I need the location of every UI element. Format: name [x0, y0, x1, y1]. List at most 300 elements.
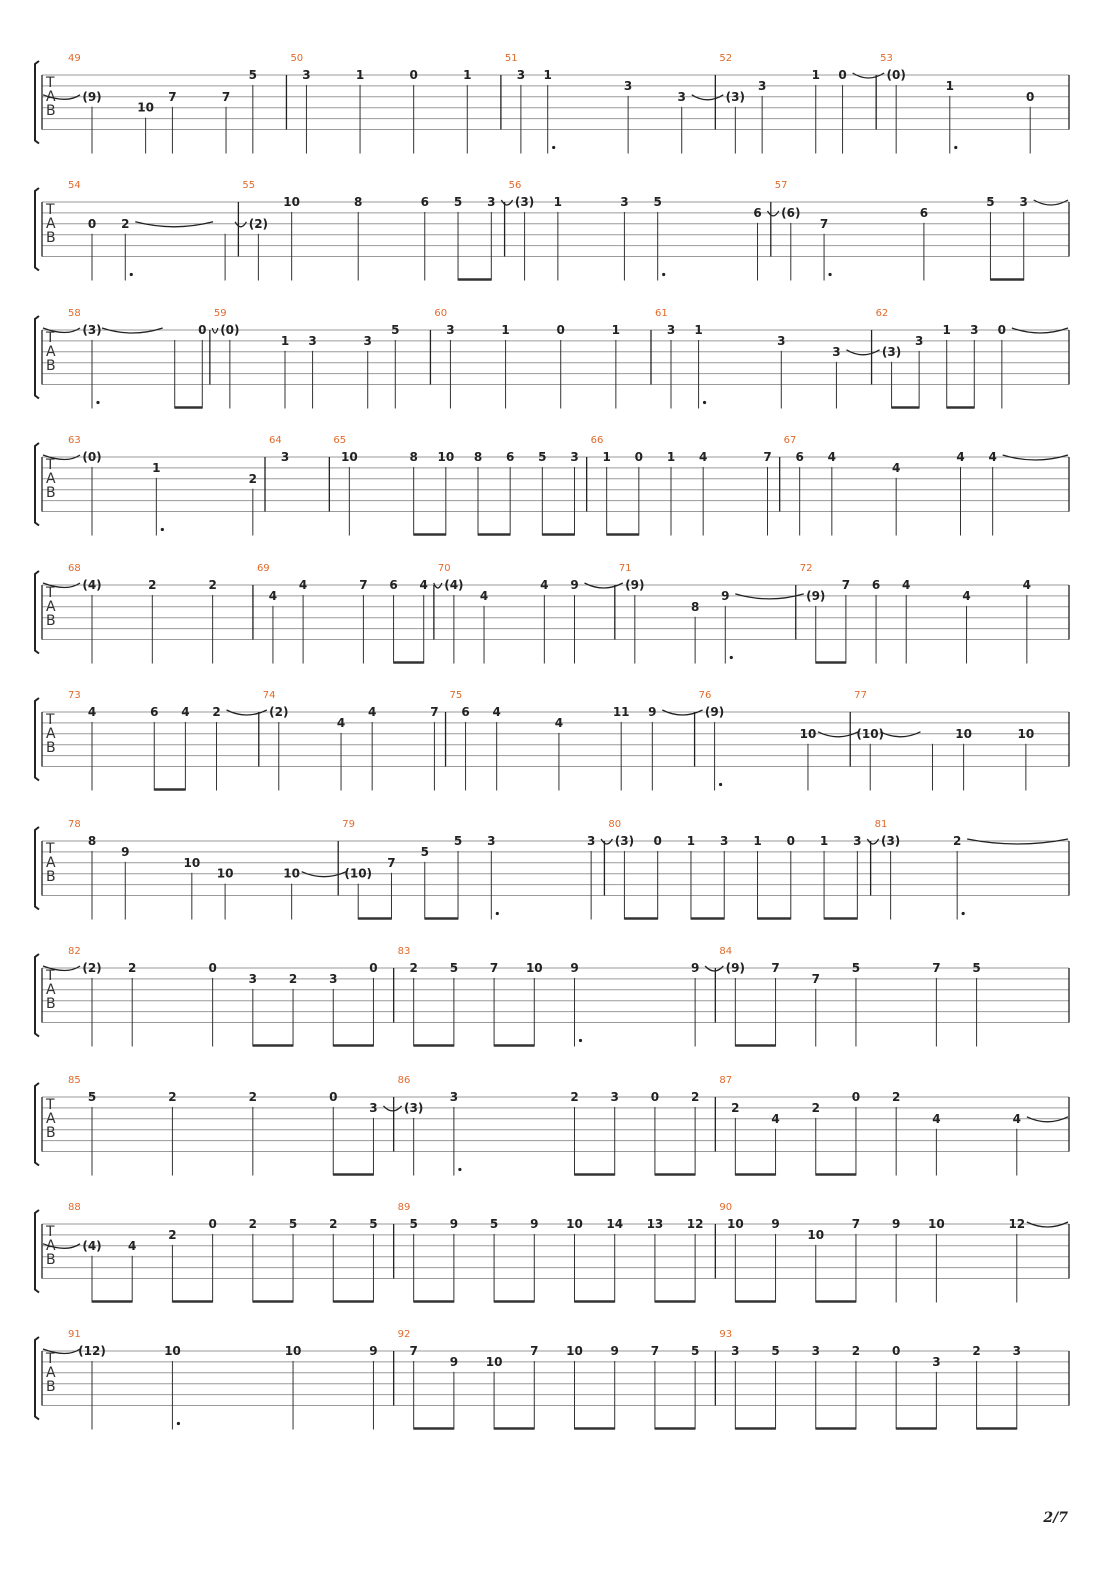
measure-number: 67: [783, 435, 797, 446]
fret-number: 0: [208, 1217, 217, 1231]
fret-number: 4: [479, 588, 489, 603]
fret-number: (4): [82, 578, 102, 592]
fret-number: 5: [409, 1217, 418, 1231]
fret-number: 0: [369, 961, 378, 975]
fret-number: 8: [473, 450, 483, 464]
rhythm-dot: [496, 912, 499, 915]
fret-number: 3: [363, 333, 372, 348]
measure-number: 57: [774, 180, 788, 191]
fret-number: 5: [538, 450, 547, 464]
fret-number: 14: [606, 1217, 624, 1231]
fret-number: 3: [666, 323, 676, 337]
fret-number: 1: [753, 834, 762, 848]
tab-clef-letter: T: [46, 712, 55, 728]
rhythm-dot: [730, 656, 733, 659]
fret-number: 3: [932, 1354, 941, 1369]
fret-number: 3: [302, 68, 311, 82]
tab-clef-letter: A: [46, 89, 56, 105]
fret-number: 0: [786, 834, 795, 848]
fret-number: 3: [446, 323, 455, 337]
fret-number: 0: [634, 450, 644, 464]
fret-number: 0: [329, 1090, 338, 1104]
fret-number: 1: [686, 834, 696, 848]
fret-number: 4: [87, 705, 97, 719]
fret-number: 4: [540, 578, 549, 592]
fret-number: 0: [891, 1344, 901, 1358]
tab-clef-letter: T: [46, 202, 55, 218]
measure-number: 86: [397, 1075, 411, 1086]
fret-number: 0: [650, 1090, 660, 1104]
fret-number: 9: [771, 1217, 780, 1231]
measure-number: 65: [333, 435, 347, 446]
fret-number: 4: [962, 588, 971, 603]
fret-number: 0: [409, 68, 418, 82]
fret-number: 4: [827, 450, 837, 464]
measure-number: 78: [68, 819, 81, 830]
measure-number: 90: [719, 1202, 733, 1213]
measure-number: 55: [242, 180, 256, 191]
fret-number: 1: [819, 834, 829, 848]
measure-number: 60: [434, 308, 448, 319]
system-bracket: [35, 188, 39, 271]
fret-number: 10: [566, 1344, 583, 1358]
rhythm-dot: [703, 401, 706, 404]
tab-clef-letter: A: [46, 1111, 56, 1127]
fret-number: 9: [648, 705, 657, 719]
fret-number: 4: [367, 705, 377, 719]
fret-number: 10: [799, 726, 817, 741]
fret-number: 7: [221, 89, 231, 104]
fret-number: 3: [1019, 195, 1028, 209]
measure-number: 58: [68, 308, 81, 319]
fret-number: 5: [248, 68, 258, 82]
measure-number: 91: [68, 1329, 81, 1340]
system-bracket: [35, 443, 39, 526]
fret-number: 0: [838, 68, 847, 82]
fret-number: 4: [419, 578, 428, 592]
fret-number: 4: [268, 588, 278, 603]
tab-clef-letter: A: [46, 471, 56, 487]
fret-number: 10: [1017, 726, 1035, 741]
tab-clef-letter: T: [46, 330, 55, 346]
fret-number: 4: [891, 460, 901, 475]
fret-number: 7: [819, 216, 829, 231]
fret-number: (3): [614, 834, 635, 848]
fret-number: (3): [514, 195, 535, 209]
rhythm-dot: [96, 401, 99, 404]
fret-number: 9: [369, 1344, 378, 1358]
fret-number: 2: [288, 971, 298, 986]
fret-number: 9: [570, 578, 579, 592]
fret-number: (3): [725, 89, 745, 104]
measure-number: 66: [590, 435, 604, 446]
fret-number: 5: [288, 1217, 298, 1231]
fret-number: 4: [902, 578, 911, 592]
measure-number: 81: [874, 819, 888, 830]
measure-number: 84: [719, 946, 733, 957]
measure-number: 73: [68, 690, 81, 701]
fret-number: 5: [986, 195, 995, 209]
fret-number: 3: [248, 971, 258, 986]
rhythm-dot: [161, 528, 164, 531]
measure-number: 52: [719, 53, 733, 64]
fret-number: 9: [891, 1217, 901, 1231]
tab-clef-letter: B: [46, 740, 56, 756]
tab-clef-letter: B: [46, 869, 56, 885]
measure-number: 89: [397, 1202, 411, 1213]
fret-number: 2: [731, 1100, 740, 1115]
measure-number: 64: [269, 435, 282, 446]
fret-number: 10: [726, 1217, 744, 1231]
tab-clef-letter: T: [46, 968, 55, 984]
measure-number: 74: [262, 690, 276, 701]
fret-number: 5: [87, 1090, 97, 1104]
tab-clef-letter: A: [46, 344, 56, 360]
fret-number: 0: [556, 323, 565, 337]
fret-number: 5: [972, 961, 981, 975]
tab-clef-letter: T: [46, 841, 55, 857]
measure-number: 87: [719, 1075, 733, 1086]
measure-number: 69: [256, 563, 270, 574]
fret-number: 2: [248, 1217, 258, 1231]
rhythm-dot: [177, 1422, 180, 1425]
fret-number: 10: [137, 100, 154, 115]
fret-number: 3: [308, 333, 317, 348]
fret-number: 3: [677, 89, 686, 104]
fret-number: 0: [198, 323, 207, 337]
fret-number: 7: [811, 971, 820, 986]
measure-number: 88: [68, 1202, 81, 1213]
measure-number: 62: [875, 308, 889, 319]
fret-number: 12: [1008, 1217, 1026, 1231]
system-bracket: [35, 316, 39, 399]
system-bracket: [35, 954, 39, 1037]
fret-number: 1: [602, 450, 611, 464]
fret-number: 3: [449, 1090, 459, 1104]
fret-number: 5: [449, 961, 459, 975]
fret-number: 2: [148, 578, 157, 592]
fret-number: 2: [570, 1090, 579, 1104]
fret-number: 9: [690, 961, 700, 975]
measure-number: 71: [618, 563, 632, 574]
measure-number: 49: [68, 53, 81, 64]
fret-number: 10: [284, 1344, 302, 1358]
fret-number: 10: [928, 1217, 945, 1231]
fret-number: 8: [409, 450, 418, 464]
tab-clef-letter: B: [46, 230, 56, 246]
fret-number: 5: [420, 844, 429, 859]
tab-system: [35, 1075, 1069, 1176]
tab-clef-letter: T: [46, 585, 55, 601]
fret-number: 1: [611, 323, 621, 337]
measure-number: 92: [397, 1329, 411, 1340]
fret-number: 10: [566, 1217, 583, 1231]
fret-number: (9): [82, 89, 102, 104]
fret-number: 0: [997, 323, 1007, 337]
fret-number: 2: [212, 705, 221, 719]
tab-system: [35, 946, 1069, 1047]
fret-number: (12): [78, 1344, 106, 1358]
measure-number: 53: [880, 53, 893, 64]
fret-number: 5: [489, 1217, 499, 1231]
fret-number: 6: [150, 705, 159, 719]
fret-number: 4: [771, 1111, 780, 1126]
fret-number: 1: [152, 460, 161, 475]
fret-number: (9): [625, 578, 645, 592]
tab-system: [35, 180, 1069, 281]
fret-number: 10: [340, 450, 358, 464]
fret-number: 12: [686, 1217, 704, 1231]
tab-clef-letter: T: [46, 75, 55, 91]
fret-number: 1: [811, 68, 820, 82]
fret-number: 2: [168, 1227, 177, 1242]
fret-number: 10: [183, 855, 201, 870]
fret-number: 4: [1022, 578, 1032, 592]
fret-number: 7: [771, 961, 780, 975]
tab-system: [35, 819, 1069, 920]
measure-number: 61: [655, 308, 668, 319]
fret-number: 3: [586, 834, 596, 848]
fret-number: 3: [811, 1344, 820, 1358]
fret-number: 1: [666, 450, 676, 464]
rhythm-dot: [579, 1039, 582, 1042]
fret-number: 3: [731, 1344, 740, 1358]
tab-clef-letter: B: [46, 613, 56, 629]
measure-number: 83: [397, 946, 411, 957]
measure-number: 54: [68, 180, 81, 191]
fret-number: 0: [1026, 89, 1035, 104]
fret-number: (9): [725, 961, 745, 975]
fret-number: 3: [516, 68, 526, 82]
fret-number: 5: [391, 323, 400, 337]
measure-number: 72: [799, 563, 813, 574]
measure-number: 80: [608, 819, 622, 830]
fret-number: 3: [832, 344, 841, 359]
measure-number: 50: [290, 53, 304, 64]
fret-number: 10: [283, 195, 301, 209]
fret-number: 2: [972, 1344, 981, 1358]
fret-number: 5: [453, 834, 463, 848]
fret-number: 5: [653, 195, 662, 209]
measure-number: 51: [504, 53, 518, 64]
fret-number: 1: [942, 323, 951, 337]
fret-number: 7: [650, 1344, 660, 1358]
fret-number: 11: [612, 705, 630, 719]
tab-system: [35, 308, 1069, 409]
fret-number: 3: [369, 1100, 378, 1115]
fret-number: 10: [164, 1344, 181, 1358]
fret-number: 2: [121, 216, 130, 231]
fret-number: 4: [698, 450, 708, 464]
fret-number: 0: [87, 216, 97, 231]
fret-number: 7: [409, 1344, 418, 1358]
tab-clef-letter: T: [46, 1351, 55, 1367]
tab-system: [35, 690, 1069, 791]
fret-number: 4: [492, 705, 501, 719]
system-bracket: [35, 1083, 39, 1166]
fret-number: 2: [891, 1090, 901, 1104]
fret-number: 10: [955, 726, 972, 741]
measure-number: 68: [68, 563, 81, 574]
fret-number: 3: [623, 78, 633, 93]
page-number: 2/7: [1043, 1510, 1068, 1526]
fret-number: 9: [610, 1344, 619, 1358]
fret-number: 1: [543, 68, 552, 82]
tab-clef-letter: B: [46, 1379, 56, 1395]
rhythm-dot: [458, 1168, 461, 1171]
fret-number: (2): [82, 961, 102, 975]
fret-number: 6: [919, 205, 929, 220]
fret-number: 4: [181, 705, 190, 719]
system-bracket: [35, 1210, 39, 1293]
fret-number: 4: [932, 1111, 941, 1126]
tab-clef-letter: B: [46, 485, 56, 501]
tab-clef-letter: B: [46, 103, 56, 119]
fret-number: 5: [851, 961, 861, 975]
fret-number: 2: [329, 1217, 338, 1231]
fret-number: 2: [952, 834, 962, 848]
fret-number: 3: [487, 834, 496, 848]
fret-number: 5: [369, 1217, 378, 1231]
system-bracket: [35, 1337, 39, 1420]
measure-number: 75: [449, 690, 463, 701]
fret-number: 5: [453, 195, 463, 209]
tab-clef-letter: T: [46, 1224, 55, 1240]
tab-clef-letter: B: [46, 1125, 56, 1141]
system-bracket: [35, 61, 39, 144]
rhythm-dot: [662, 273, 665, 276]
fret-number: 5: [771, 1344, 780, 1358]
fret-number: 0: [653, 834, 662, 848]
fret-number: 8: [87, 834, 97, 848]
fret-number: 9: [570, 961, 579, 975]
fret-number: 2: [851, 1344, 861, 1358]
fret-number: 4: [298, 578, 308, 592]
fret-number: 6: [420, 195, 429, 209]
fret-number: 4: [1012, 1111, 1021, 1126]
fret-number: 4: [988, 450, 997, 464]
fret-number: 4: [336, 715, 346, 730]
fret-number: 5: [690, 1344, 700, 1358]
fret-number: (2): [269, 705, 289, 719]
measure-number: 63: [68, 435, 81, 446]
tab-clef-letter: T: [46, 1097, 55, 1113]
rhythm-dot: [552, 146, 555, 149]
fret-number: 10: [437, 450, 455, 464]
fret-number: 7: [932, 961, 941, 975]
fret-number: 4: [956, 450, 965, 464]
fret-number: 3: [777, 333, 786, 348]
fret-number: 2: [811, 1100, 820, 1115]
tab-clef-letter: A: [46, 855, 56, 871]
fret-number: (4): [444, 578, 464, 592]
tab-clef-letter: B: [46, 996, 56, 1012]
fret-number: (9): [704, 705, 725, 719]
fret-number: 1: [355, 68, 365, 82]
fret-number: 9: [530, 1217, 539, 1231]
fret-number: 10: [485, 1354, 503, 1369]
fret-number: 6: [505, 450, 515, 464]
tab-clef-letter: A: [46, 726, 56, 742]
fret-number: 7: [359, 578, 368, 592]
tab-system: [35, 1202, 1069, 1303]
rhythm-dot: [130, 273, 133, 276]
fret-number: 7: [851, 1217, 861, 1231]
fret-number: 6: [871, 578, 881, 592]
fret-number: 0: [851, 1090, 861, 1104]
fret-number: 7: [489, 961, 499, 975]
measure-number: 82: [68, 946, 81, 957]
tab-clef-letter: T: [46, 457, 55, 473]
fret-number: 4: [554, 715, 564, 730]
fret-number: 8: [690, 599, 700, 614]
fret-number: 1: [945, 78, 954, 93]
measure-number: 76: [698, 690, 712, 701]
fret-number: 3: [1012, 1344, 1021, 1358]
tab-system: [35, 53, 1069, 154]
fret-number: 2: [208, 578, 217, 592]
fret-number: 10: [807, 1227, 825, 1242]
fret-number: 2: [409, 961, 418, 975]
tab-clef-letter: A: [46, 1238, 56, 1254]
tab-clef-letter: B: [46, 1252, 56, 1268]
rhythm-dot: [954, 146, 957, 149]
rhythm-dot: [828, 273, 831, 276]
tab-system: [35, 435, 1069, 536]
fret-number: 10: [525, 961, 543, 975]
fret-number: (0): [220, 323, 240, 337]
tab-system: [35, 1329, 1069, 1430]
fret-number: 0: [208, 961, 217, 975]
fret-number: 10: [283, 866, 301, 881]
system-bracket: [35, 698, 39, 781]
fret-number: 1: [553, 195, 563, 209]
fret-number: (3): [404, 1100, 424, 1115]
fret-number: 6: [753, 205, 762, 220]
fret-number: 3: [853, 834, 862, 848]
fret-number: (3): [82, 323, 102, 337]
fret-number: 6: [389, 578, 398, 592]
measure-number: 59: [213, 308, 227, 319]
fret-number: 9: [449, 1354, 459, 1369]
rhythm-dot: [719, 783, 722, 786]
fret-number: 3: [570, 450, 579, 464]
fret-number: 7: [387, 855, 396, 870]
fret-number: 3: [970, 323, 979, 337]
system-bracket: [35, 827, 39, 910]
fret-number: (0): [886, 68, 906, 82]
fret-number: (10): [344, 866, 373, 881]
fret-number: 1: [463, 68, 472, 82]
measure-number: 70: [437, 563, 451, 574]
fret-number: 3: [487, 195, 496, 209]
tab-clef-letter: B: [46, 358, 56, 374]
fret-number: 3: [280, 450, 290, 464]
fret-number: (3): [881, 344, 902, 359]
measure-number: 79: [342, 819, 355, 830]
measure-number: 93: [719, 1329, 733, 1340]
fret-number: 4: [128, 1238, 137, 1253]
tab-clef-letter: A: [46, 1365, 56, 1381]
fret-number: 9: [121, 844, 130, 859]
fret-number: 2: [168, 1090, 177, 1104]
fret-number: 3: [720, 834, 729, 848]
measure-number: 77: [854, 690, 867, 701]
fret-number: (6): [781, 205, 801, 220]
fret-number: 3: [914, 333, 924, 348]
rhythm-dot: [962, 912, 965, 915]
fret-number: 7: [530, 1344, 539, 1358]
